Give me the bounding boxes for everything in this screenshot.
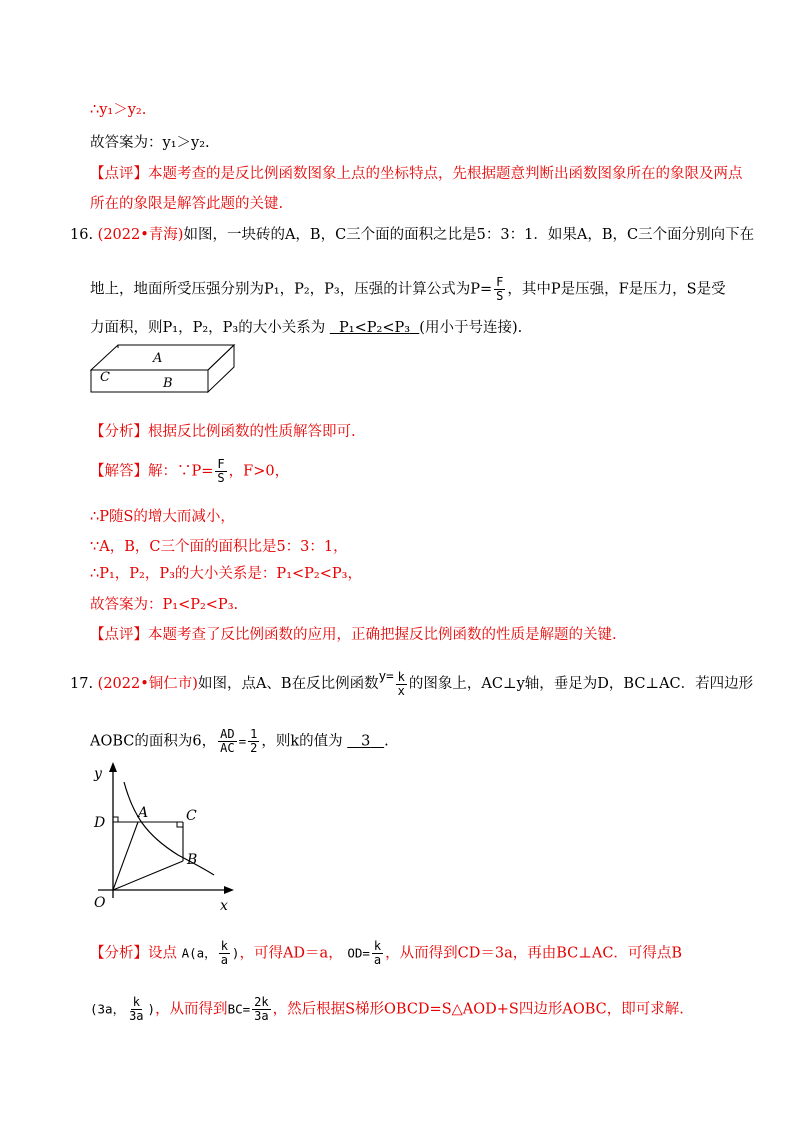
q17-bc-num: 2k (254, 995, 269, 1009)
q17-point-b: (3a， (90, 1001, 126, 1017)
q17-ratio-num-2: 1 (250, 727, 258, 741)
q16-solution-3: ∵A，B，C三个面的面积比是5：3：1， (90, 539, 348, 555)
q16-text-1: 如图，一块砖的A，B，C三个面的面积之比是5：3：1．如果A，B，C三个面分别向下在 (183, 227, 755, 243)
q17-an-3: ，从而得到CD＝3a，再由BC⊥AC．可得点B (385, 945, 683, 962)
q17-point-b-fraction (127, 996, 145, 1023)
q16-number: 16. (70, 227, 94, 243)
q17-an-4: ，从而得到 (155, 1001, 228, 1018)
hyperbola-figure (88, 760, 248, 920)
q17-answer-blank (347, 734, 384, 750)
q17-an-2: ，可得AD＝a， (239, 945, 343, 962)
fig-label-x: x (220, 898, 228, 914)
q17-an-5: ，然后根据S梯形OBCD=S△AOD+S四边形AOBC，即可求解. (272, 1001, 684, 1018)
q17-text-2a: AOBC的面积为6， (90, 733, 217, 750)
q17-answer: 3 (361, 733, 371, 750)
q17-text-1b: 的图象上，AC⊥y轴，垂足为D，BC⊥AC．若四边形 (408, 676, 754, 692)
brick-label-a: A (153, 351, 163, 366)
q17-source: (2022•铜仁市) (97, 676, 198, 692)
q17-ratio-fraction-2 (248, 728, 259, 755)
q17-ratio-fraction-1 (218, 728, 236, 755)
q16-formula-fraction (494, 276, 505, 303)
q17-eq-fraction (396, 671, 407, 698)
q16-solution-2: ∴P随S的增大而减小， (90, 509, 235, 525)
q16-sol-frac-num: F (217, 457, 225, 471)
brick-figure (88, 340, 238, 400)
q17-point-a: A(a， (181, 945, 217, 961)
q17-bc: BC= (227, 1001, 251, 1017)
q17-an-1: 【分析】设点 (90, 945, 177, 962)
fig-label-c: C (186, 808, 197, 824)
fig-label-b: B (187, 852, 198, 868)
q16-sol-1a: 【解答】解：∵P= (90, 463, 214, 480)
q16-line-1 (70, 223, 754, 244)
q16-frac-den: S (496, 289, 504, 303)
prev-answer: 故答案为：y₁＞y₂. (90, 135, 210, 151)
q16-text-2b: ，其中P是压强，F是压力，S是受 (507, 281, 726, 298)
fig-label-a: A (138, 805, 149, 821)
q17-analysis-1 (90, 940, 682, 967)
prev-therefore: ∴y₁＞y₂. (90, 102, 147, 118)
q16-frac-num: F (496, 275, 504, 289)
q17-bc-fraction (252, 996, 270, 1023)
q16-answer: P₁<P₂<P₃ (339, 320, 411, 336)
q17-text-2b: ，则k的值为 (261, 733, 343, 750)
q16-line-2 (90, 276, 726, 303)
q16-text-2a: 地上，地面所受压强分别为P₁，P₂，P₃，压强的计算公式为P= (90, 281, 493, 298)
q17-number: 17. (70, 676, 94, 692)
q17-pa-den: a (220, 953, 228, 967)
fig-label-d: D (94, 815, 106, 831)
q16-line-3 (90, 316, 522, 337)
q16-source: (2022•青海) (97, 227, 184, 243)
q17-pb-den: 3a (129, 1009, 144, 1023)
q16-sol-fraction (215, 458, 226, 485)
q17-pb-num: k (132, 995, 140, 1009)
q16-solution-1 (90, 458, 289, 485)
q17-ratio-den-2: 2 (250, 741, 258, 755)
q17-text-2c: . (384, 733, 389, 750)
q17-ratio-eq: = (238, 733, 247, 749)
q17-pa-num: k (220, 939, 228, 953)
q17-od-num: k (373, 939, 382, 953)
prev-comment: 【点评】本题考查的是反比例函数图象上点的坐标特点，先根据题意判断出函数图象所在的象限及两点 (90, 166, 743, 182)
q17-eq-den: x (397, 683, 405, 698)
q17-ratio-den-1: AC (220, 741, 235, 755)
q17-eq-num: k (397, 669, 405, 684)
prev-comment-2: 所在的象限是解答此题的关键. (90, 196, 284, 212)
q17-eq-left: y= (378, 668, 394, 683)
brick-label-b: B (163, 376, 173, 391)
q17-od-fraction (372, 940, 383, 967)
q16-analysis: 【分析】根据反比例函数的性质解答即可. (90, 424, 356, 440)
q17-text-1a: 如图，点A、B在反比例函数 (197, 676, 379, 692)
q16-text-3a: 力面积，则P₁，P₂，P₃的大小关系为 (90, 320, 326, 336)
q16-answer-blank (330, 320, 419, 336)
q16-sol-1b: ，F>0， (228, 463, 290, 480)
q17-od-den: a (373, 953, 382, 967)
q17-ratio-num-1: AD (220, 727, 235, 741)
q17-point-b-close: ) (147, 1001, 156, 1017)
q17-line-1 (70, 668, 753, 698)
q16-text-3b: (用小于号连接). (419, 320, 523, 336)
q16-sol-frac-den: S (217, 471, 225, 485)
q17-bc-den: 3a (254, 1009, 269, 1023)
q16-solution-5: 故答案为：P₁<P₂<P₃. (90, 597, 239, 613)
q17-line-2 (90, 728, 389, 755)
q17-point-a-fraction (219, 940, 230, 967)
q17-od: OD= (347, 945, 370, 961)
fig-label-o: O (94, 895, 106, 911)
q16-solution-4: ∴P₁，P₂，P₃的大小关系是：P₁<P₂<P₃， (90, 566, 362, 582)
q17-point-a-close: ) (231, 945, 240, 961)
q16-comment: 【点评】本题考查了反比例函数的应用，正确把握反比例函数的性质是解题的关键. (90, 627, 617, 643)
q17-analysis-2 (90, 996, 684, 1023)
fig-label-y: y (94, 766, 102, 782)
brick-label-c: C (100, 370, 110, 385)
